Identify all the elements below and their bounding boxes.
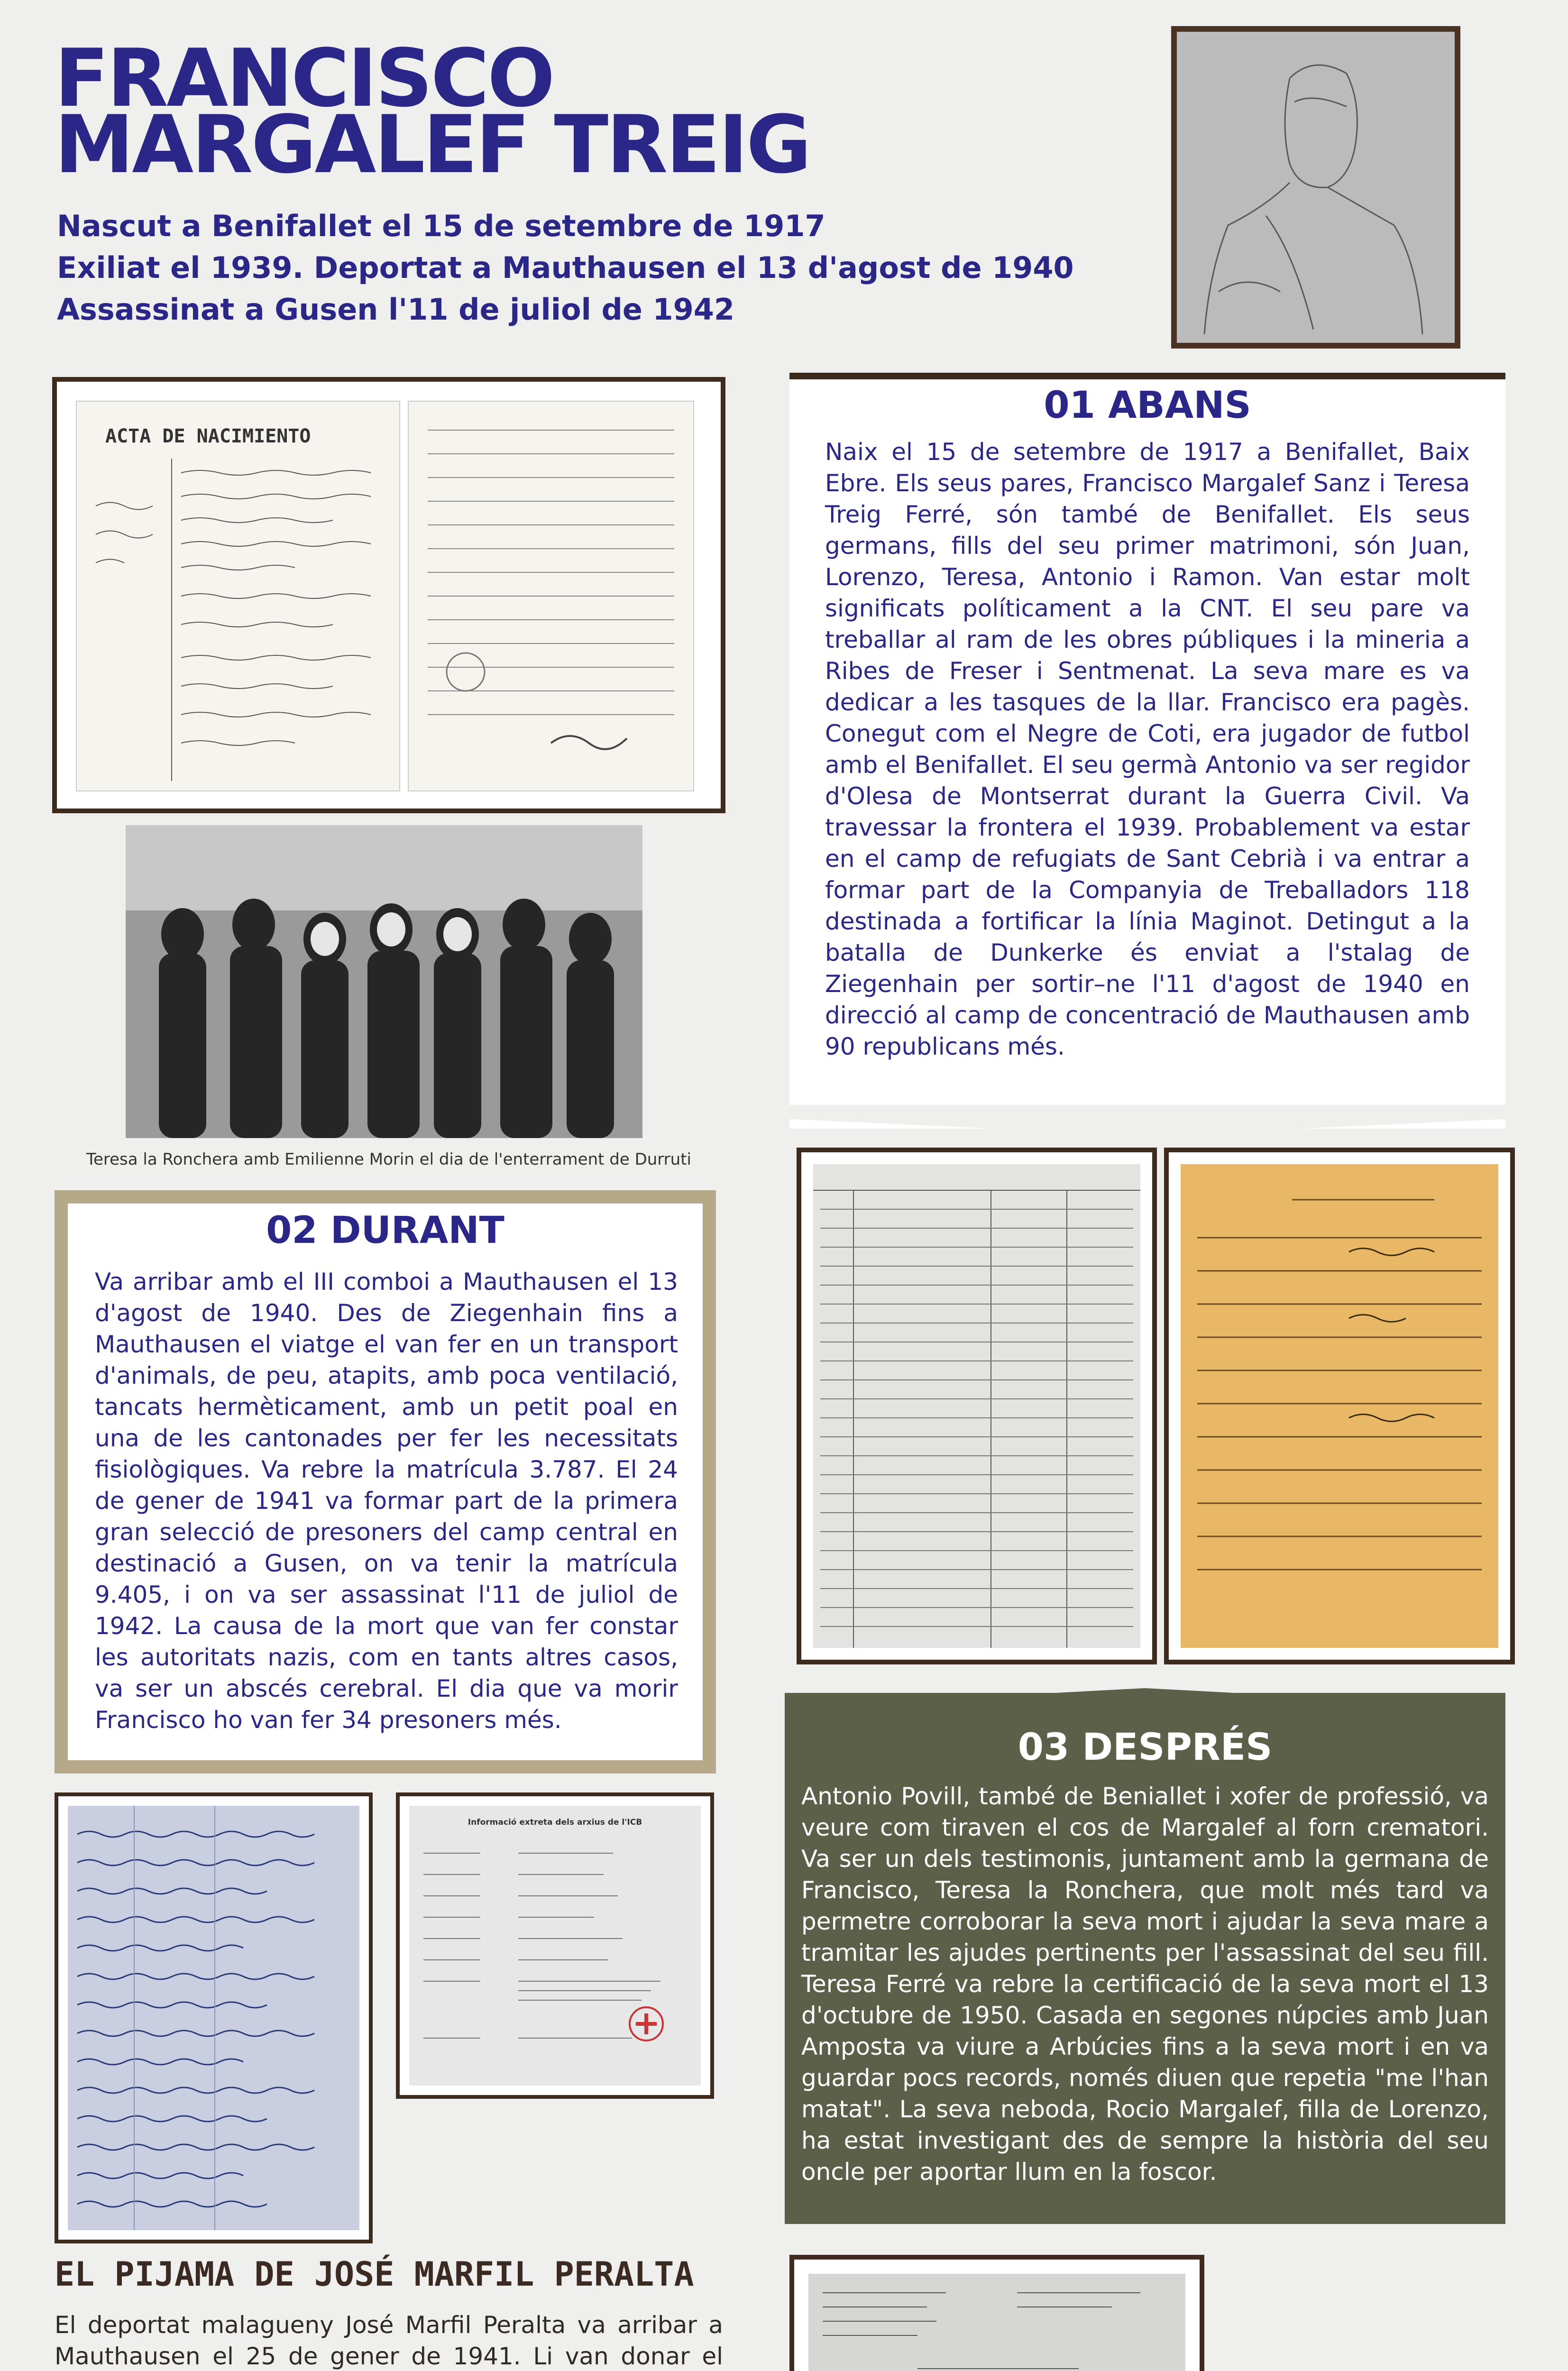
camp-register-image xyxy=(58,1796,369,2240)
register-scan-image xyxy=(801,1152,1152,1660)
acta-heading: ACTA DE NACIMIENTO xyxy=(105,425,311,447)
pijama-title: EL PIJAMA DE JOSÉ MARFIL PERALTA xyxy=(55,2255,694,2294)
abans-title: 01 ABANS xyxy=(1044,384,1251,427)
durant-title: 02 DURANT xyxy=(266,1209,504,1252)
acta-second-page xyxy=(408,401,694,791)
despres-top-edge xyxy=(785,1688,1505,1721)
birth-certificate-frame xyxy=(52,377,725,813)
icb-card-frame xyxy=(396,1792,714,2099)
death-certificate-image xyxy=(794,2260,1200,2371)
camp-register-frame xyxy=(55,1792,373,2243)
funeral-photo-image xyxy=(126,825,642,1138)
page-title xyxy=(55,32,908,191)
acta-second-page-image xyxy=(409,402,693,790)
funeral-photo xyxy=(126,825,642,1138)
europe-route-map xyxy=(787,2362,1568,2371)
portrait-frame xyxy=(1171,26,1460,349)
pijama-text: El deportat malagueny José Marfil Peralta va arribar a Mauthausen el 25 de gener de 1941. Li van donar el xyxy=(55,2311,723,2370)
tod-document-image xyxy=(1169,1152,1510,1660)
acta-nacimiento-page xyxy=(76,401,400,791)
abans-text: Naix el 15 de setembre de 1917 a Benifallet, Baix Ebre. Els seus pares, Francisco Margalef Sanz i Teresa Treig Ferré, són també de Benifallet. Els seus germans, fills del seu primer matrimoni, són Juan, Lorenzo, Teresa, Antonio i Ramon. Van estar molt significats políticament a la CNT. El seu pare va treballar al ram de les obres públiques i la mineria a Ribes de Freser i Sentmenat. La seva mare es va dedicar a les tasques de la llar. Francisco era pagès. Conegut com el Negre de Coti, era jugador de futbol amb el Benifallet. El seu germà Antonio va ser regidor d'Olesa de Montserrat durant la Guerra Civil. Va travessar la frontera el 1939. Probablement va estar en el camp de refugiats de Sant Cebrià i va entrar a formar part de la Companyia de Treballadors 118 destinada a fortificar la línia Maginot. Detingut a la batalla de Dunkerke és enviat a l'stalag de Ziegenhain per sortir–ne l'11 d'agost de 1940 en direcció al camp de concentració de Mauthausen amb 90 republicans més. xyxy=(825,438,1470,1060)
death-certificate-frame xyxy=(789,2255,1204,2371)
portrait-sketch-image xyxy=(1171,26,1460,349)
section-durant xyxy=(55,1190,716,1774)
icb-card-image xyxy=(409,1839,701,2086)
register-scan-frame xyxy=(797,1148,1157,1664)
despres-title: 03 DESPRÉS xyxy=(1018,1726,1273,1769)
abans-bottom-edge xyxy=(789,1105,1505,1138)
subtitle-death: Assassinat a Gusen l'11 de juliol de 1942 xyxy=(57,292,735,327)
title-line-1: FRANCISCO xyxy=(55,32,553,125)
section-despres xyxy=(785,1693,1505,2224)
section-abans xyxy=(789,375,1505,1129)
durant-text: Va arribar amb el III comboi a Mauthausen el 13 d'agost de 1940. Des de Ziegenhain fins a Mauthausen el viatge el van fer en un transport d'animals, de peu, atapits, amb poca ventilació, tancats hermèticament, amb un petit poal en una de les cantonades per fer les necessitats fisiològiques. Va rebre la matrícula 3.787. El 24 de gener de 1941 va formar part de la primera gran selecció de presoners del camp central en destinació a Gusen, on va tenir la matrícula 9.405, i on va ser assassinat l'11 de juliol de 1942. La causa de la mort que van fer constar les autoritats nazis, com en tants altres casos, va ser un abscés cerebral. El dia que va morir Francisco ho van fer 34 presoners més. xyxy=(95,1268,678,1734)
subtitle-exile: Exiliat el 1939. Deportat a Mauthausen el 13 d'agost de 1940 xyxy=(57,250,1074,285)
subtitle-born: Nascut a Benifallet el 15 de setembre de 1917 xyxy=(57,209,825,243)
tod-document-frame xyxy=(1164,1148,1515,1664)
acta-handwriting-image xyxy=(86,459,390,781)
photo-caption: Teresa la Ronchera amb Emilienne Morin el dia de l'enterrament de Durruti xyxy=(86,1150,691,1169)
icb-card-heading: Informació extreta dels arxius de l'ICB xyxy=(468,1818,642,1827)
despres-text: Antonio Povill, també de Beniallet i xofer de professió, va veure com tiraven el cos de Margalef al forn crematori. Va ser un dels testimonis, juntament amb la germana de Francisco, Teresa la Ronchera, que molt més tard va permetre corroborar la seva mort i ajudar la seva mare a tramitar les ajudes pertinents per l'assassinat del seu fill. Teresa Ferré va rebre la certificació de la seva mort el 13 d'octubre de 1950. Casada en segones núpcies amb Juan Amposta va viure a Arbúcies fins a la seva mort i en va guardar pocs records, només diuen que repetia "me l'han matat". La seva neboda, Rocio Margalef, filla de Lorenzo, ha estat investigant des de sempre la història del seu oncle per aportar llum en la foscor. xyxy=(801,1783,1489,2186)
title-line-2: MARGALEF TREIG xyxy=(55,98,810,191)
